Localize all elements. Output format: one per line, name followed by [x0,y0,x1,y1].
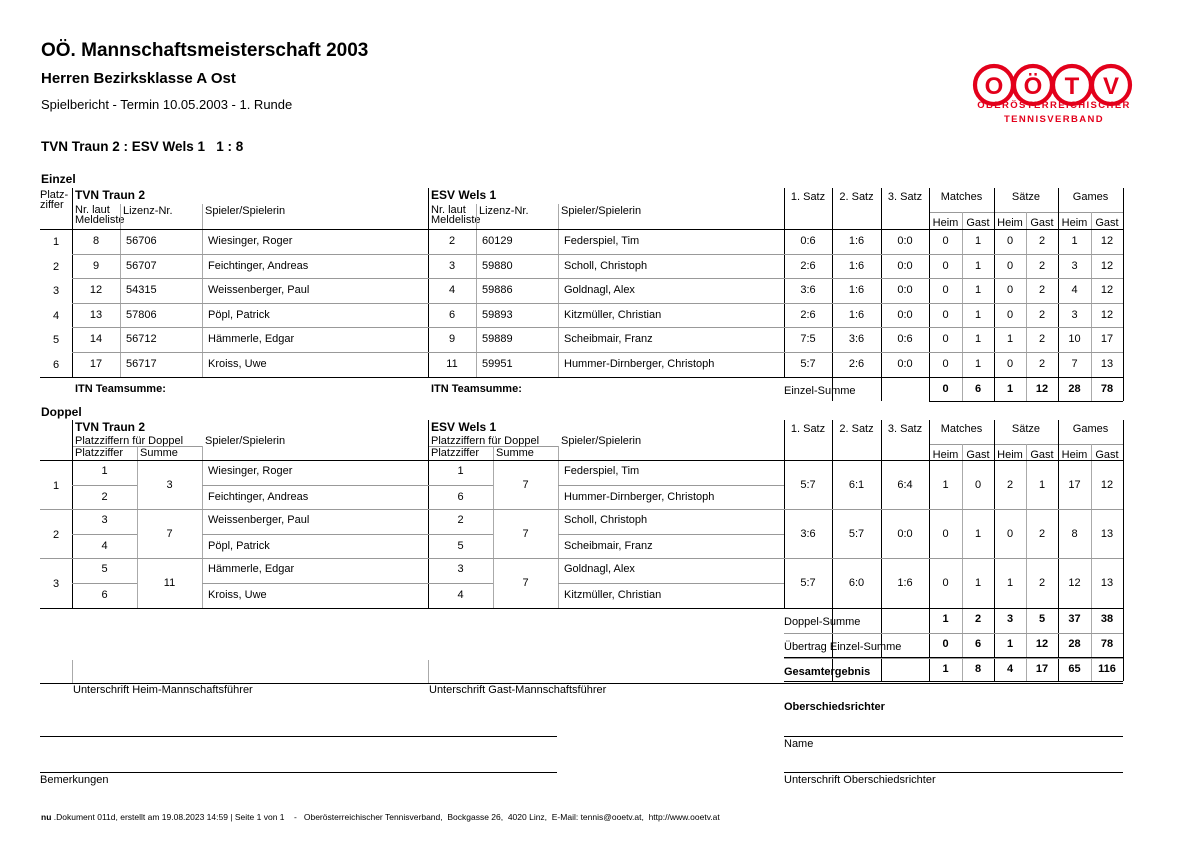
row-divider [40,736,557,737]
column-divider [428,188,429,377]
score-mh: 0 [942,527,949,540]
away-meldeliste-nr: 9 [448,333,456,346]
row-divider [784,736,1123,737]
home-player-1: Weissenberger, Paul [208,514,310,527]
score-gh: 12 [1068,577,1081,589]
score-sh: 0 [1006,284,1014,297]
score-s2: 1:6 [848,308,865,321]
row-divider [40,377,1123,378]
row-divider [428,534,493,535]
header-gast: Gast [966,449,990,461]
header-gast: Gast [1030,449,1054,461]
header-spieler: Spieler/Spielerin [561,435,642,447]
score-sg: 2 [1038,577,1046,589]
header-satz2: 2. Satz [839,191,874,203]
away-player-name: Scholl, Christoph [564,259,648,272]
away-player-name: Kitzmüller, Christian [564,308,662,321]
away-player-name: Goldnagl, Alex [564,284,635,297]
row-divider [72,534,137,535]
row-divider [72,327,1123,328]
row-divider [40,229,1123,230]
row-divider [202,534,428,535]
header-spieler: Spieler/Spielerin [561,205,642,217]
home-player-1: Wiesinger, Roger [208,465,293,477]
away-meldeliste-nr: 3 [448,259,456,272]
row-divider [558,534,784,535]
score-s3: 1:6 [897,577,913,589]
away-player-name: Scheibmair, Franz [564,333,653,346]
score-mh: 0 [942,577,949,589]
score-mh: 0 [942,358,949,370]
doppel-summe-mg: 2 [974,612,982,625]
score-s2: 2:6 [848,358,865,370]
doppel-nr: 2 [52,528,60,541]
score-mh: 0 [942,259,949,272]
score-s3: 0:0 [897,527,913,540]
row-divider [72,485,137,486]
score-sg: 2 [1038,235,1046,247]
score-gg: 12 [1100,308,1114,321]
score-mg: 1 [974,577,982,589]
row-divider [202,485,428,486]
home-meldeliste-nr: 13 [89,308,103,321]
away-platzziffer-2: 6 [457,490,464,503]
header-platzziffern: Platzziffern für Doppel [431,435,540,447]
score-gg: 12 [1100,259,1114,272]
away-player-2: Kitzmüller, Christian [564,589,662,601]
score-mg: 1 [974,527,982,540]
away-meldeliste-nr: 2 [448,235,456,247]
away-lizenz-nr: 59893 [482,308,513,321]
score-gh: 8 [1071,527,1078,540]
score-sg: 2 [1038,358,1046,370]
gesamtergebnis-mh: 1 [942,662,949,675]
home-player-name: Hämmerle, Edgar [208,333,295,346]
score-sg: 2 [1038,284,1046,297]
doppel-summe-label: Doppel-Summe [784,615,861,628]
header-matches: Matches [940,191,983,203]
home-lizenz-nr: 56717 [126,358,157,370]
home-team-name: TVN Traun 2 [75,420,146,434]
doppel-summe-gg: 38 [1100,612,1114,625]
itn-teamsumme-home: ITN Teamsumme: [75,382,166,395]
header-games: Games [1072,191,1109,203]
score-mg: 1 [974,259,982,272]
header-heim: Heim [932,217,959,229]
away-summe: 7 [522,478,529,491]
home-lizenz-nr: 56712 [126,333,157,346]
home-meldeliste-nr: 14 [89,333,103,346]
score-mg: 1 [974,308,982,321]
row-platzziffer: 2 [52,260,60,273]
score-gh: 10 [1068,333,1081,346]
header-lizenz: Lizenz-Nr. [123,205,173,217]
away-lizenz-nr: 59886 [482,284,513,297]
home-player-2: Pöpl, Patrick [208,539,270,552]
score-mh: 0 [942,235,949,247]
header-gast: Gast [1095,217,1119,229]
league-subtitle: Herren Bezirksklasse A Ost [41,70,236,87]
away-platzziffer-1: 1 [457,465,464,477]
footer-prefix: nu [41,812,52,822]
score-s3: 0:0 [897,235,913,247]
header-satz1: 1. Satz [790,423,826,435]
home-meldeliste-nr: 12 [89,284,103,297]
score-s2: 1:6 [848,235,865,247]
home-lizenz-nr: 56707 [126,259,157,272]
home-player-name: Weissenberger, Paul [208,284,310,297]
header-heim: Heim [1061,217,1088,229]
row-divider [558,485,784,486]
home-lizenz-nr: 57806 [126,308,157,321]
row-platzziffer: 1 [52,236,60,248]
einzel-sum-sg: 12 [1035,382,1049,395]
away-platzziffer-1: 2 [457,514,464,527]
header-heim: Heim [997,449,1023,461]
home-lizenz-nr: 54315 [126,284,157,297]
svg-text:V: V [1102,73,1120,100]
header-spieler: Spieler/Spielerin [205,435,286,447]
score-s1: 2:6 [800,259,816,272]
home-platzziffer-1: 3 [101,514,108,527]
row-divider [784,657,1123,658]
doppel-nr: 1 [52,479,60,492]
score-sh: 0 [1006,358,1014,370]
score-s1: 5:7 [800,577,816,589]
row-divider [40,608,1123,609]
score-mh: 1 [942,478,949,491]
home-player-name: Feichtinger, Andreas [208,259,309,272]
row-divider [784,658,1123,659]
header-platzziffer: Platz- ziffer [40,189,69,211]
home-lizenz-nr: 56706 [126,235,157,247]
away-lizenz-nr: 60129 [482,235,513,247]
away-platzziffer-2: 5 [457,539,464,552]
score-sg: 2 [1038,308,1046,321]
header-platzziffern: Platzziffern für Doppel [75,435,184,447]
away-meldeliste-nr: 6 [448,308,456,321]
doppel-summe-sh: 3 [1006,612,1014,625]
einzel-summe-label: Einzel-Summe [784,384,856,397]
row-platzziffer: 5 [52,334,60,347]
gesamtergebnis-sh: 4 [1006,662,1014,675]
score-sh: 0 [1006,235,1014,247]
score-s1: 2:6 [800,308,816,321]
row-divider [202,583,428,584]
uebertrag-einzel-summe-label: Übertrag Einzel-Summe [784,640,902,653]
column-divider [428,660,429,683]
gesamtergebnis-label: Gesamtergebnis [784,665,871,678]
score-s1: 7:5 [800,333,816,346]
score-s2: 6:1 [848,478,865,491]
home-platzziffer-1: 5 [101,563,108,576]
away-player-name: Federspiel, Tim [564,235,640,247]
header-gast: Gast [1030,217,1054,229]
score-gh: 7 [1071,358,1078,370]
away-summe: 7 [522,527,529,540]
row-divider [428,485,493,486]
doppel-summe-mh: 1 [942,612,949,625]
away-player-1: Federspiel, Tim [564,465,640,477]
away-platzziffer-1: 3 [457,563,464,576]
doppel-section-label: Doppel [41,405,82,419]
row-divider [40,460,1123,461]
score-gh: 17 [1068,478,1081,491]
score-mg: 1 [974,284,982,297]
score-s2: 1:6 [848,284,865,297]
doppel-summe-gh: 37 [1068,612,1081,625]
row-divider [784,633,1123,634]
home-summe: 3 [166,478,173,491]
row-divider [72,254,1123,255]
score-gh: 1 [1071,235,1078,247]
header-summe: Summe [496,447,534,459]
header-lizenz: Lizenz-Nr. [479,205,529,217]
header-platzziffer: Platzziffer [75,447,124,459]
column-divider [1123,188,1124,401]
uebertrag-einzel-summe-gh: 28 [1068,637,1081,650]
logo-letters: O [984,73,1004,100]
gesamtergebnis-gh: 65 [1068,662,1081,675]
home-player-2: Kroiss, Uwe [208,589,267,601]
score-s1: 5:7 [800,358,816,370]
score-sh: 1 [1006,333,1014,346]
home-team-name: TVN Traun 2 [75,188,146,202]
row-divider [428,583,493,584]
away-meldeliste-nr: 11 [446,358,458,370]
header-satz2: 2. Satz [839,423,874,435]
gesamtergebnis-mg: 8 [974,662,982,675]
header-platzziffer: Platzziffer [431,447,480,459]
away-meldeliste-nr: 4 [448,284,456,297]
score-mh: 0 [942,333,949,346]
score-s1: 3:6 [800,527,816,540]
score-sg: 2 [1038,333,1046,346]
os-name-label: Name [784,738,814,750]
away-lizenz-nr: 59880 [482,259,513,272]
score-sh: 0 [1006,259,1014,272]
logo-line1: OBERÖSTERREICHISCHER [977,100,1131,111]
score-s2: 3:6 [848,333,865,346]
row-divider [784,681,1123,682]
score-s1: 0:6 [800,235,816,247]
score-s2: 5:7 [848,527,865,540]
svg-text:T: T [1064,73,1080,100]
away-team-name: ESV Wels 1 [431,420,497,434]
home-player-2: Feichtinger, Andreas [208,490,309,503]
row-divider [929,401,1123,402]
column-divider [72,188,73,377]
score-gg: 12 [1100,478,1114,491]
score-s3: 0:0 [897,308,913,321]
os-signature-label: Unterschrift Oberschiedsrichter [784,774,936,786]
column-divider [784,188,785,377]
uebertrag-einzel-summe-sh: 1 [1006,637,1014,650]
score-s1: 5:7 [800,478,816,491]
score-s3: 6:4 [897,478,913,491]
score-gg: 12 [1100,235,1114,247]
score-gg: 12 [1100,284,1114,297]
row-divider [40,558,1123,559]
header-heim: Heim [932,449,959,461]
away-player-2: Hummer-Dirnberger, Christoph [564,490,715,503]
svg-text:Ö: Ö [1023,73,1043,100]
einzel-sum-mh: 0 [942,382,949,395]
home-player-name: Kroiss, Uwe [208,358,267,370]
header-satz1: 1. Satz [790,191,826,203]
home-summe: 11 [163,577,176,589]
column-divider [72,660,73,683]
report-info: Spielbericht - Termin 10.05.2003 - 1. Runde [41,97,293,112]
score-s1: 3:6 [800,284,816,297]
score-s2: 6:0 [848,577,865,589]
column-divider [1123,420,1124,681]
home-platzziffer-2: 6 [101,589,108,601]
home-platzziffer-1: 1 [101,465,108,477]
gast-signature-label: Unterschrift Gast-Mannschaftsführer [429,684,607,696]
home-platzziffer-2: 2 [101,490,108,503]
home-player-name: Pöpl, Patrick [208,308,270,321]
header-nr-meldeliste: Nr. laut Meldeliste [75,204,125,226]
score-mg: 1 [974,333,982,346]
score-sh: 0 [1006,308,1014,321]
score-sh: 0 [1006,527,1014,540]
header-gast: Gast [1095,449,1119,461]
doppel-nr: 3 [52,578,60,590]
header-satz3: 3. Satz [887,423,923,435]
uebertrag-einzel-summe-sg: 12 [1035,637,1049,650]
row-divider [784,772,1123,773]
score-sg: 2 [1038,527,1046,540]
score-s3: 0:0 [897,284,913,297]
row-divider [72,352,1123,353]
header-spieler: Spieler/Spielerin [205,205,286,217]
gesamtergebnis-sg: 17 [1035,662,1049,675]
score-gg: 13 [1100,358,1114,370]
score-mh: 0 [942,308,949,321]
score-s3: 0:0 [897,259,913,272]
einzel-section-label: Einzel [41,172,76,186]
row-divider [72,278,1123,279]
score-sh: 2 [1006,478,1014,491]
doppel-summe-sg: 5 [1038,612,1046,625]
row-divider [72,303,1123,304]
logo-line2: TENNISVERBAND [1003,114,1104,125]
score-sh: 1 [1006,577,1014,589]
home-summe: 7 [166,527,173,540]
score-sg: 1 [1038,478,1046,491]
home-meldeliste-nr: 8 [92,235,100,247]
home-meldeliste-nr: 9 [92,259,100,272]
header-heim: Heim [997,217,1023,229]
page-title: OÖ. Mannschaftsmeisterschaft 2003 [41,40,369,61]
away-team-name: ESV Wels 1 [431,188,497,202]
header-games: Games [1072,423,1109,435]
header-satz3: 3. Satz [887,191,923,203]
footer-text: .Dokument 011d, erstellt am 19.08.2023 14:59 | Seite 1 von 1 - Oberösterreichischer Tennisverband, Bockgasse 26, 4020 Linz, E-Mail: tennis@ooetv.at, http://www.ooetv.at [51,812,720,822]
home-platzziffer-2: 4 [101,539,108,552]
away-player-1: Goldnagl, Alex [564,563,635,576]
score-s3: 0:6 [897,333,913,346]
away-platzziffer-2: 4 [457,589,464,601]
einzel-sum-gg: 78 [1100,382,1114,395]
score-mg: 1 [974,235,982,247]
score-sg: 2 [1038,259,1046,272]
score-gh: 3 [1071,259,1078,272]
home-player-1: Hämmerle, Edgar [208,563,295,576]
score-mg: 0 [974,478,982,491]
away-player-2: Scheibmair, Franz [564,539,653,552]
row-divider [40,772,557,773]
score-gg: 13 [1100,577,1114,589]
row-platzziffer: 3 [52,285,60,298]
footer [41,812,720,822]
gesamtergebnis-gg: 116 [1098,662,1116,675]
oberschiedsrichter-label: Oberschiedsrichter [784,701,885,713]
score-gh: 4 [1071,284,1078,297]
away-lizenz-nr: 59951 [482,358,513,370]
itn-teamsumme-away: ITN Teamsumme: [431,382,522,395]
home-meldeliste-nr: 17 [89,358,103,370]
row-divider [72,583,137,584]
header-nr-meldeliste: Nr. laut Meldeliste [431,204,481,226]
row-divider [40,509,1123,510]
score-gh: 3 [1071,308,1078,321]
score-mh: 0 [942,284,949,297]
score-gg: 17 [1100,333,1114,346]
away-player-1: Scholl, Christoph [564,514,648,527]
uebertrag-einzel-summe-mg: 6 [974,637,982,650]
header-summe: Summe [140,447,178,459]
score-s2: 1:6 [848,259,865,272]
header-saetze: Sätze [1011,191,1041,203]
row-platzziffer: 6 [52,359,60,371]
uebertrag-einzel-summe-mh: 0 [942,637,949,650]
uebertrag-einzel-summe-gg: 78 [1100,637,1114,650]
match-result-line: TVN Traun 2 : ESV Wels 1 1 : 8 [41,139,244,154]
score-mg: 1 [974,358,982,370]
heim-signature-label: Unterschrift Heim-Mannschaftsführer [73,684,253,696]
away-player-name: Hummer-Dirnberger, Christoph [564,358,715,370]
score-gg: 13 [1100,527,1114,540]
header-heim: Heim [1061,449,1088,461]
row-platzziffer: 4 [52,309,60,322]
header-saetze: Sätze [1011,423,1041,435]
bemerkungen-label: Bemerkungen [40,774,109,786]
header-gast: Gast [966,217,990,229]
einzel-sum-gh: 28 [1068,382,1081,395]
home-player-name: Wiesinger, Roger [208,235,293,247]
score-s3: 0:0 [897,358,913,370]
row-divider [558,583,784,584]
away-summe: 7 [522,577,529,589]
einzel-sum-sh: 1 [1006,382,1014,395]
einzel-sum-mg: 6 [974,382,982,395]
header-matches: Matches [940,423,983,435]
away-lizenz-nr: 59889 [482,333,513,346]
